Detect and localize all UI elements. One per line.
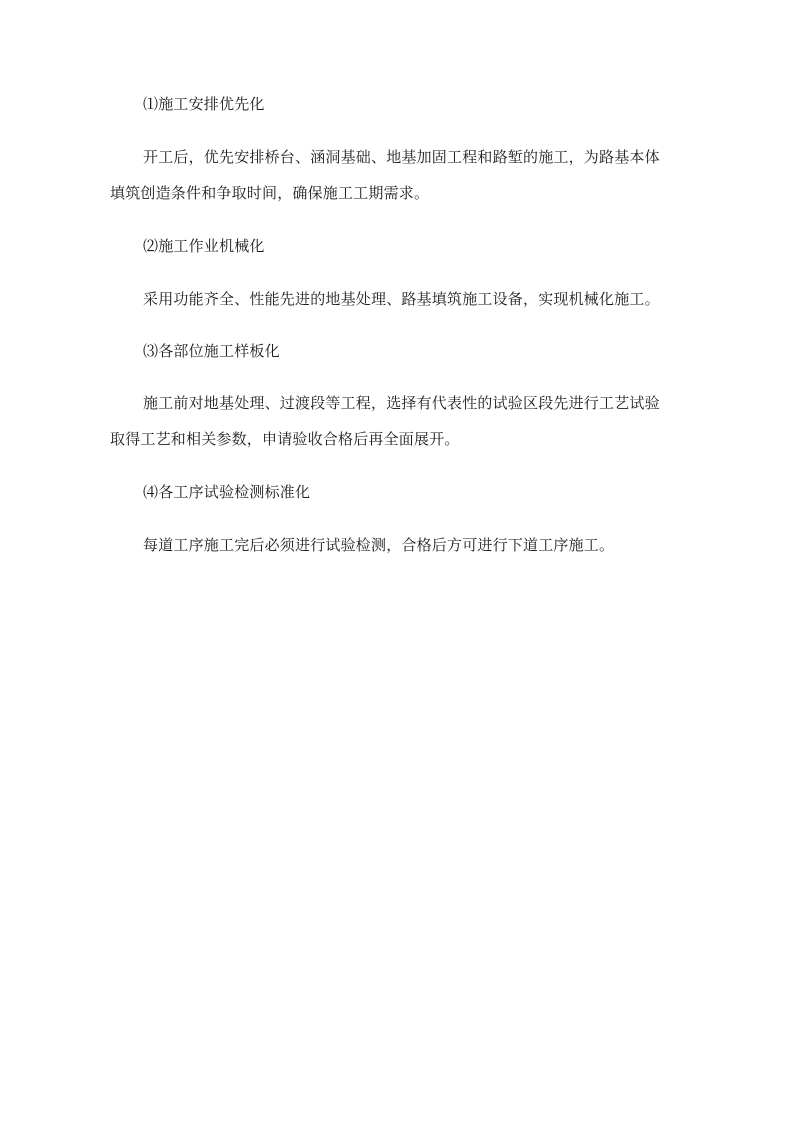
section-heading-1: ⑴施工安排优先化 — [143, 95, 265, 113]
section-body-3-line-2: 取得工艺和相关参数，申请验收合格后再全面展开。 — [110, 430, 460, 448]
section-heading-3: ⑶各部位施工样板化 — [143, 342, 280, 360]
section-body-1-line-2: 填筑创造条件和争取时间，确保施工工期需求。 — [110, 184, 430, 202]
section-body-1-line-1: 开工后，优先安排桥台、涵洞基础、地基加固工程和路堑的施工，为路基本体 — [143, 148, 660, 166]
section-body-3-line-1: 施工前对地基处理、过渡段等工程，选择有代表性的试验区段先进行工艺试验 — [143, 394, 660, 412]
section-heading-4: ⑷各工序试验检测标准化 — [143, 483, 311, 501]
section-body-2-line-1: 采用功能齐全、性能先进的地基处理、路基填筑施工设备，实现机械化施工。 — [143, 290, 660, 308]
section-body-4-line-1: 每道工序施工完后必须进行试验检测，合格后方可进行下道工序施工。 — [143, 536, 615, 554]
section-heading-2: ⑵施工作业机械化 — [143, 237, 265, 255]
